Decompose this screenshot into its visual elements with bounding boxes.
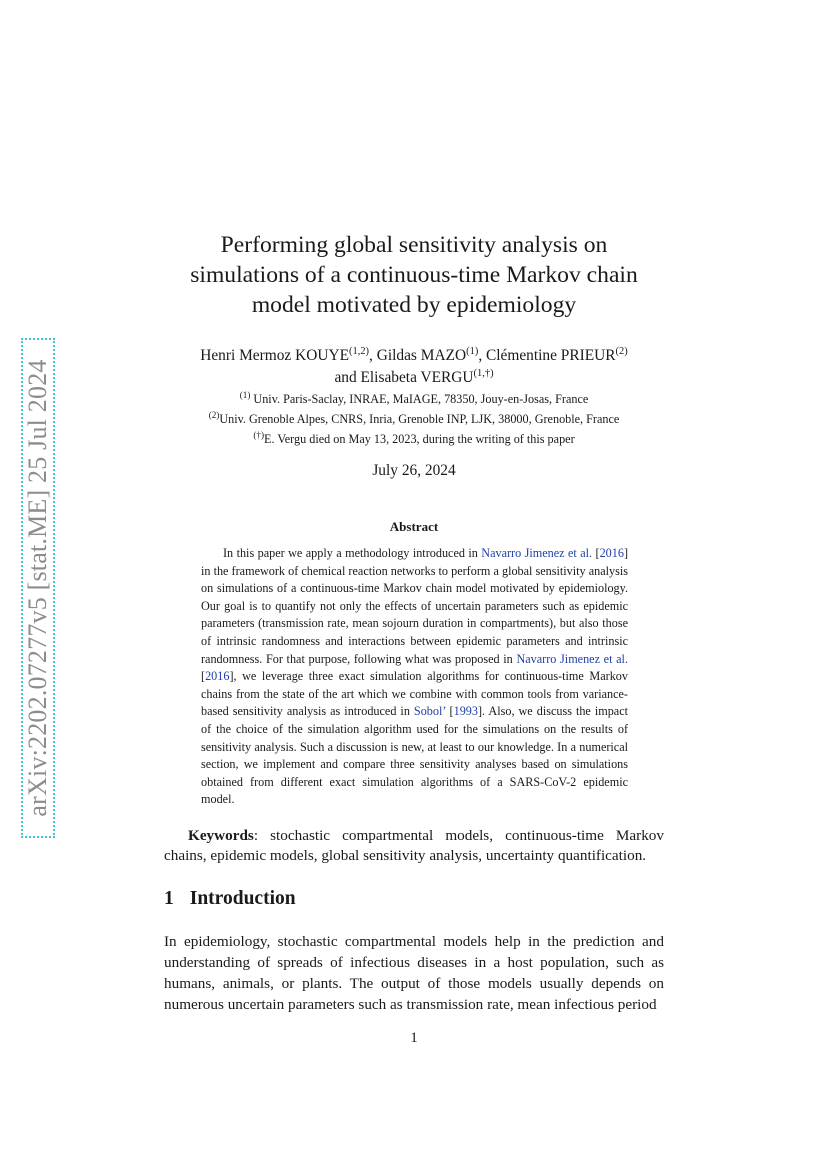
citation-year-link[interactable]: 2016 (599, 546, 624, 560)
title-line: simulations of a continuous-time Markov chain (190, 262, 638, 288)
affiliation-mark: (†) (253, 429, 264, 440)
citation-link[interactable]: Sobol’ (413, 704, 446, 719)
keywords-text: : stochastic compartmental models, continuous-time Markov chains, epidemic models, global sensitivity analysis, uncertainty quantification. (164, 827, 664, 864)
paper-date: July 26, 2024 (372, 462, 456, 479)
affiliation-text: Univ. Grenoble Alpes, CNRS, Inria, Grenoble INP, LJK, 38000, Grenoble, France (219, 412, 620, 426)
affiliation (120, 391, 708, 407)
keywords-paragraph (164, 826, 664, 866)
keywords-label: Keywords (188, 827, 254, 844)
citation-year-link[interactable]: 2016 (205, 669, 230, 684)
affiliation-text: E. Vergu died on May 13, 2023, during the writing of this paper (264, 432, 575, 446)
title-line: Performing global sensitivity analysis on (220, 232, 608, 258)
arxiv-identifier: arXiv:2202.07277v5 [stat.ME] 25 Jul 2024 (23, 359, 52, 817)
author-affiliation-mark: (1,†) (473, 367, 494, 379)
affiliation-mark: (2) (208, 409, 220, 420)
citation-link[interactable]: Navarro Jimenez et al. (481, 546, 593, 560)
section-heading (164, 888, 296, 910)
affiliation-note (120, 431, 708, 447)
section-title: Introduction (189, 888, 296, 909)
author-name: , Clémentine PRIEUR (478, 347, 616, 364)
author-name: , Gildas MAZO (369, 347, 467, 364)
citation-year-link[interactable]: 1993 (453, 704, 478, 719)
author-list (120, 345, 708, 389)
author-name: and Elisabeta VERGU (334, 369, 474, 386)
author-name: Henri Mermoz KOUYE (200, 347, 349, 364)
author-affiliation-mark: (2) (615, 345, 628, 357)
page-number: 1 (410, 1030, 418, 1046)
title-line: model motivated by epidemiology (251, 292, 577, 318)
author-affiliation-mark: (1) (466, 345, 479, 357)
paper-title (150, 230, 678, 320)
abstract-heading: Abstract (389, 519, 439, 534)
affiliation (120, 411, 708, 427)
introduction-paragraph: In epidemiology, stochastic compartmental models help in the prediction and understanding of spreads of infectious diseases in a host population, such as humans, animals, or plants. The output of those models usually depends on numerous uncertain parameters such as transmission rate, mean infectious period (164, 933, 664, 1013)
arxiv-identifier-box (21, 338, 55, 838)
section-number: 1 (164, 888, 174, 909)
affiliation-text: Univ. Paris-Saclay, INRAE, MaIAGE, 78350, Jouy-en-Josas, France (253, 392, 589, 406)
citation-link[interactable]: Navarro Jimenez et al. (516, 651, 628, 666)
author-affiliation-mark: (1,2) (348, 345, 370, 357)
affiliation-mark: (1) (239, 389, 251, 400)
abstract-body: In this paper we apply a methodology introduced in Navarro Jimenez et al. [2016] in the framework of chemical reaction networks to perform a global sensitivity analysis on simulations of a continuous-time Markov chain model motivated by epidemiology. Our goal is to quantify not only the effects of uncertain parameters such as epidemic parameters (transmission rate, mean sojourn duration in compartments), but also those of intrinsic randomness and interactions between epidemic parameters and intrinsic randomness. For that purpose, following what was proposed in Navarro Jimenez et al. [2016], we leverage three exact simulation algorithms for continuous-time Markov chains from the state of the art which we combine with common tools from variance-based sensitivity analysis as introduced in Sobol’ [1993]. Also, we discuss the impact of the choice of the simulation algorithm used for the simulations on the results of sensitivity analysis. Such a discussion is new, at least to our knowledge. In a numerical section, we implement and compare three sensitivity analyses based on simulations obtained from different exact simulation algorithms of a SARS-CoV-2 epidemic model. (201, 546, 629, 807)
